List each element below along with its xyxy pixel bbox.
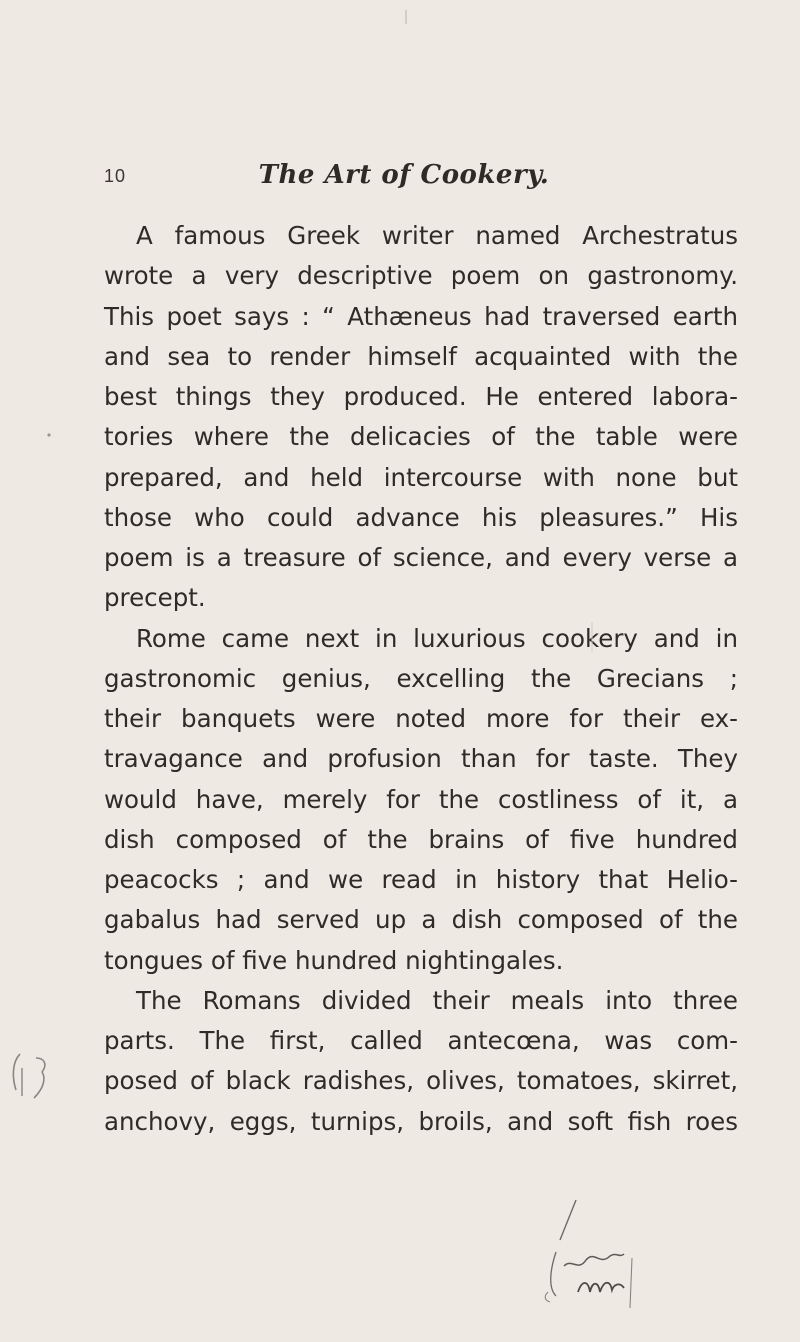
text-line: precept. xyxy=(104,583,206,613)
scan-speck xyxy=(588,620,596,656)
text-line: anchovy, eggs, turnips, broils, and soft fish roes xyxy=(104,1106,738,1136)
text-line: their banquets were noted more for their ex- xyxy=(104,704,738,733)
text-line: wrote a very descriptive poem on gastronomy. xyxy=(104,261,738,291)
text-line: would have, merely for the costliness of it, a xyxy=(104,784,738,814)
text-line: prepared, and held intercourse with none but xyxy=(104,462,738,492)
text-line: dish composed of the brains of five hundred xyxy=(104,824,738,854)
page-number: 10 xyxy=(104,166,127,186)
running-title: The Art of Cookery. xyxy=(258,160,550,190)
text-line: travagance and profusion than for taste. They xyxy=(104,744,738,774)
margin-pencil-mark xyxy=(8,1048,52,1104)
handwritten-annotation xyxy=(520,1200,650,1310)
text-line: parts. The first, called antecœna, was com- xyxy=(104,1026,738,1055)
text-line: best things they produced. He entered labora- xyxy=(104,382,738,411)
text-line: and sea to render himself acquainted with the xyxy=(104,341,738,371)
text-line: gastronomic genius, excelling the Grecians ; xyxy=(104,663,738,693)
text-line: posed of black radishes, olives, tomatoes, skirret, xyxy=(104,1066,738,1096)
body-text xyxy=(104,216,738,1142)
text-line: Rome came next in luxurious cookery and in xyxy=(136,623,738,653)
text-line: peacocks ; and we read in history that Helio- xyxy=(104,865,738,894)
text-line: A famous Greek writer named Archestratus xyxy=(136,221,738,250)
text-line: The Romans divided their meals into three xyxy=(136,985,738,1015)
text-line: gabalus had served up a dish composed of the xyxy=(104,905,738,935)
text-line: This poet says : “ Athæneus had traversed earth xyxy=(104,301,738,331)
text-line: those who could advance his pleasures.” His xyxy=(104,502,738,532)
scan-speck xyxy=(44,430,54,440)
text-line: tories where the delicacies of the table were xyxy=(104,422,738,452)
text-line: tongues of five hundred nightingales. xyxy=(104,945,564,975)
text-line: poem is a treasure of science, and every verse a xyxy=(104,543,738,572)
scan-speck xyxy=(403,8,409,28)
page-header xyxy=(104,160,704,200)
